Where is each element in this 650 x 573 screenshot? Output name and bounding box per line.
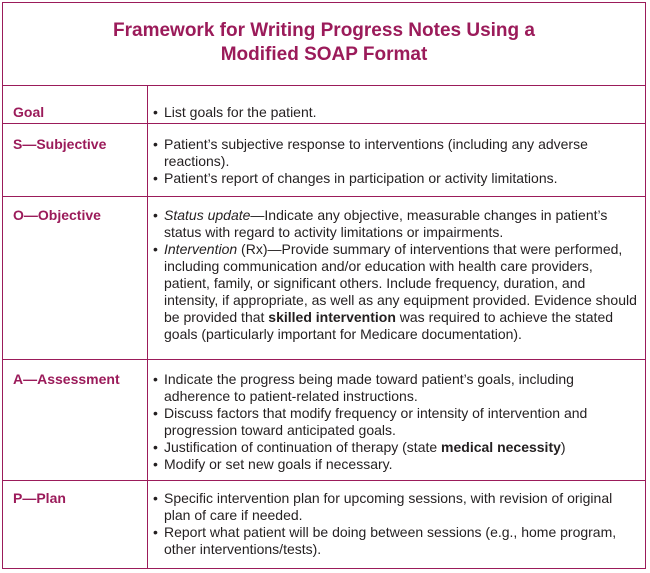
row-divider (3, 480, 645, 481)
intervention-term: Intervention (164, 241, 238, 257)
row-label-subjective: S—Subjective (13, 136, 107, 152)
status-update-term: Status update (164, 207, 251, 223)
table-title (3, 19, 645, 67)
intervention-text-a: (Rx)—Provide summary of interventions that were performed, including communication and/or education with health care providers, patient, family, or significant others. Include frequency, duration, and intensity, if appropriate, as well as any equipment provided. Evidence should be provided that (164, 241, 637, 325)
list-item: • Discuss factors that modify frequency or intensity of intervention and progression toward anticipated goals. (153, 405, 641, 439)
column-divider (147, 85, 148, 568)
skilled-intervention-term: skilled intervention (268, 309, 396, 325)
justification-text-b: ) (560, 439, 566, 455)
list-item: • Indicate the progress being made toward patient’s goals, including adherence to patient-related instructions. (153, 371, 641, 405)
list-item: • List goals for the patient. (153, 104, 641, 121)
list-item: • Report what patient will be doing between sessions (e.g., home program, other interventions/tests). (153, 524, 641, 558)
header-divider (3, 85, 645, 86)
row-divider (3, 196, 645, 197)
list-item: • Modify or set new goals if necessary. (153, 456, 641, 473)
list-item (153, 207, 641, 241)
goal-items (153, 104, 641, 121)
objective-items (153, 207, 641, 343)
justification-text-a: Justification of continuation of therapy (state (164, 439, 442, 455)
row-label-assessment: A—Assessment (13, 371, 120, 387)
assessment-items (153, 371, 641, 473)
list-item (153, 241, 641, 343)
row-label-plan: P—Plan (13, 490, 66, 506)
list-item: • Patient’s subjective response to interventions (including any adverse reactions). (153, 136, 641, 170)
soap-table-frame (2, 2, 646, 569)
row-label-goal: Goal (13, 104, 45, 120)
subjective-items (153, 136, 641, 187)
list-item: • Patient’s report of changes in participation or activity limitations. (153, 170, 641, 187)
plan-items (153, 490, 641, 558)
list-item: • Specific intervention plan for upcoming sessions, with revision of original plan of care if needed. (153, 490, 641, 524)
row-divider (3, 359, 645, 360)
list-item (153, 439, 641, 456)
row-divider (3, 123, 645, 124)
title-line-2: Modified SOAP Format (220, 44, 428, 65)
medical-necessity-term: medical necessity (441, 439, 561, 455)
status-update-text: —Indicate any objective, measurable changes in patient’s status with regard to activity limitations or impairments. (164, 207, 608, 240)
intervention-text-b: was required to achieve the stated goals (particularly important for Medicare documentation). (164, 309, 614, 342)
row-label-objective: O—Objective (13, 207, 101, 223)
title-line-1: Framework for Writing Progress Notes Using a (113, 20, 535, 41)
